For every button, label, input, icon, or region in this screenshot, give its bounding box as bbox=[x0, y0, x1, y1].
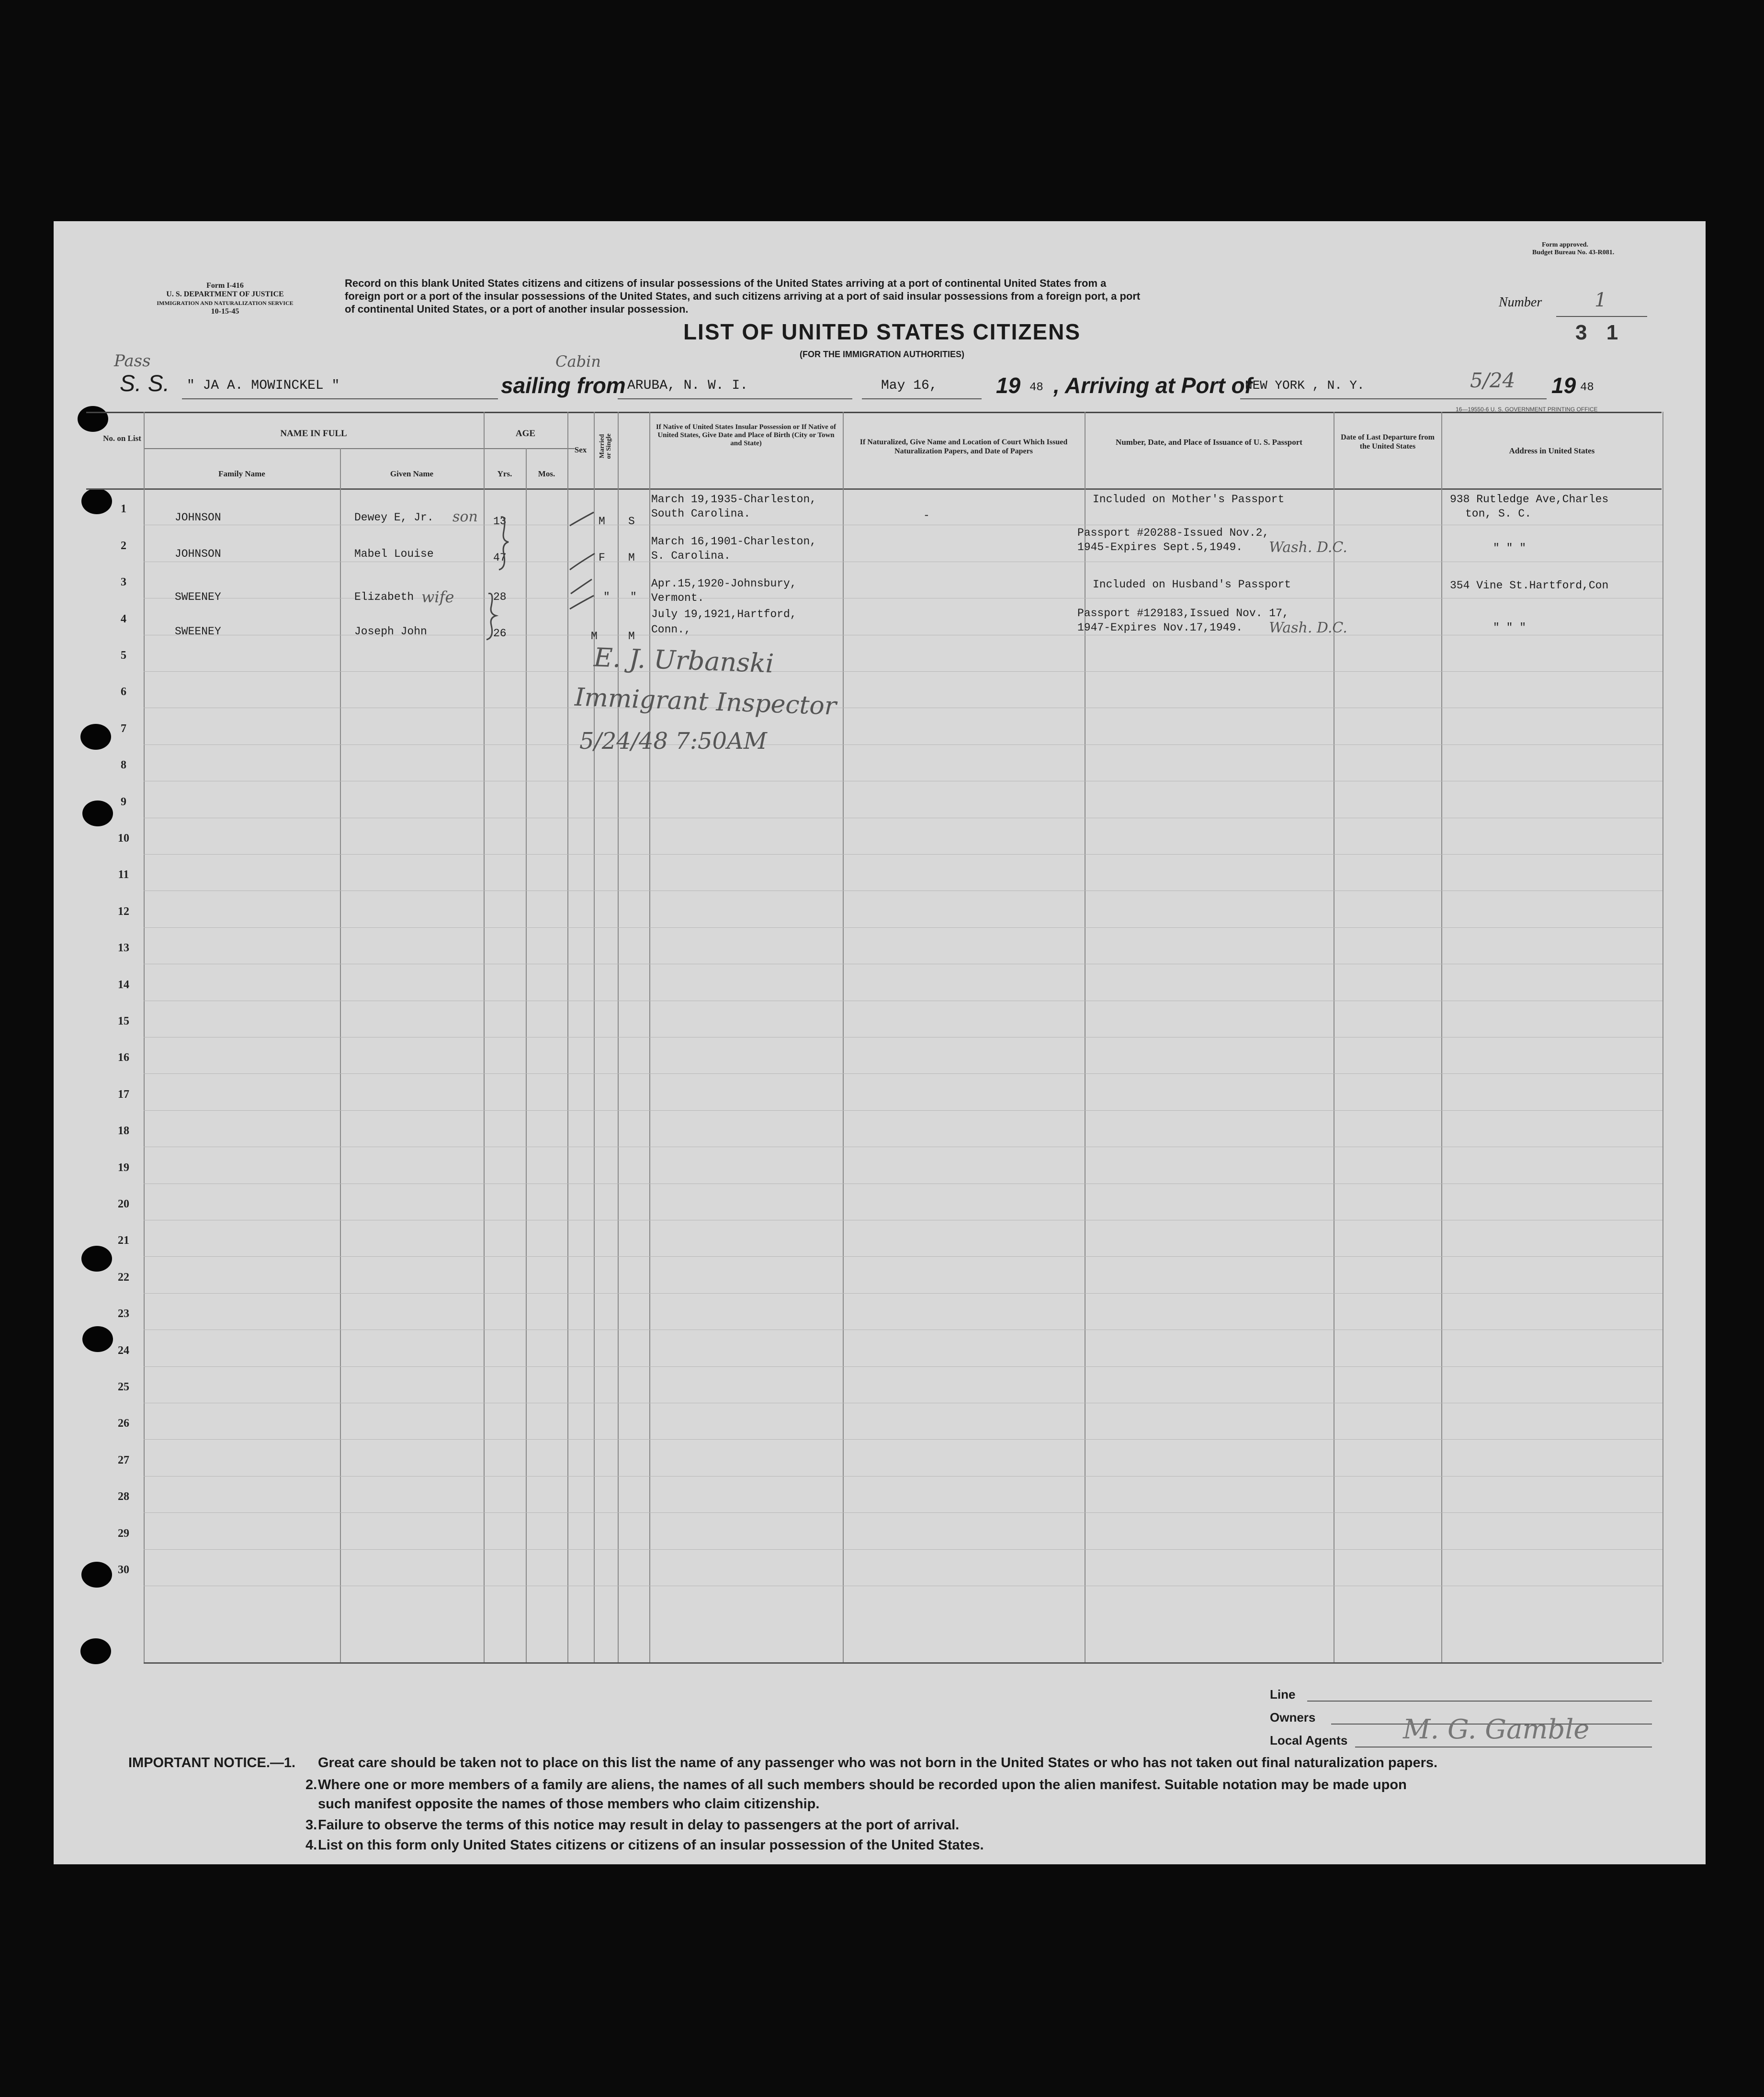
notice-heading: IMPORTANT NOTICE.—1. bbox=[128, 1755, 296, 1770]
row-number: 13 bbox=[118, 942, 129, 955]
row-number: 25 bbox=[118, 1381, 129, 1393]
family-name: SWEENEY bbox=[175, 625, 221, 638]
address-line-2: ton, S. C. bbox=[1465, 507, 1532, 520]
header-native: If Native of United States Insular Possession or If Native of United States, Give Date and Place of Birth (City or Town and State) bbox=[656, 423, 837, 447]
header-married-single: Married or Single bbox=[599, 433, 612, 459]
birth-line-1: July 19,1921,Hartford, bbox=[651, 608, 797, 620]
birth-line-2: Conn., bbox=[651, 623, 691, 636]
row-number: 8 bbox=[121, 759, 126, 772]
department-name: U. S. DEPARTMENT OF JUSTICE bbox=[166, 290, 284, 298]
row-ruling bbox=[144, 1439, 1662, 1440]
arrival-date: 5/24 bbox=[1470, 369, 1515, 392]
row-number: 27 bbox=[118, 1454, 129, 1466]
to-port: NEW YORK , N. Y. bbox=[1245, 378, 1365, 393]
check-mark bbox=[570, 512, 594, 526]
notice-item-1: Great care should be taken not to place on this list the name of any passenger who was not born in the United States or who has not taken out final naturalization papers. bbox=[318, 1755, 1438, 1770]
row-ruling bbox=[144, 671, 1662, 672]
row-ruling bbox=[144, 1110, 1662, 1111]
age-years: 47 bbox=[493, 552, 507, 564]
punch-hole bbox=[81, 1562, 112, 1588]
ss-label: S. S. bbox=[120, 371, 170, 396]
intro-line-2: foreign port or a port of the insular possessions of the United States, and such citizens arriving at a port of said insular possessions from a foreign port, a port bbox=[345, 290, 1141, 302]
row-number: 7 bbox=[121, 722, 126, 735]
row-ruling bbox=[144, 1366, 1662, 1367]
address-line-1: " " " bbox=[1493, 621, 1527, 634]
row-number: 5 bbox=[121, 649, 126, 662]
row-ruling bbox=[144, 1256, 1662, 1257]
row-number: 11 bbox=[118, 868, 129, 881]
notice-num-3: 3. bbox=[305, 1817, 317, 1833]
relation-note: wife bbox=[421, 588, 454, 606]
header-no-on-list: No. on List bbox=[103, 434, 141, 443]
page-title: LIST OF UNITED STATES CITIZENS bbox=[683, 319, 1081, 344]
arrival-year: 48 bbox=[1580, 381, 1594, 394]
owners-label: Owners bbox=[1270, 1710, 1316, 1725]
family-name: JOHNSON bbox=[175, 511, 221, 524]
handwritten-marks bbox=[0, 0, 1764, 670]
table-bottom-border bbox=[144, 1662, 1662, 1664]
married-single: M bbox=[628, 630, 635, 643]
notice-item-3: Failure to observe the terms of this notice may result in delay to passengers at the port of arrival. bbox=[318, 1817, 960, 1833]
header-name-in-full: NAME IN FULL bbox=[280, 428, 347, 439]
row-number: 23 bbox=[118, 1308, 129, 1320]
passport-place: Wash. D.C. bbox=[1269, 620, 1347, 636]
punch-hole bbox=[81, 1246, 112, 1272]
agents-signature: M. G. Gamble bbox=[1403, 1714, 1590, 1745]
passport-place: Wash. D.C. bbox=[1269, 539, 1347, 556]
married-single: " bbox=[630, 591, 637, 603]
given-name: Mabel Louise bbox=[354, 548, 434, 560]
row-number: 16 bbox=[118, 1051, 129, 1064]
row-number: 30 bbox=[118, 1564, 129, 1576]
row-number: 28 bbox=[118, 1490, 129, 1503]
pass-note: Pass bbox=[114, 351, 151, 371]
row-ruling bbox=[144, 744, 1662, 745]
approval-line-2: Budget Bureau No. 43-R081. bbox=[1532, 249, 1615, 256]
row-number: 2 bbox=[121, 539, 126, 552]
passport-line-2: 1945-Expires Sept.5,1949. bbox=[1077, 541, 1243, 553]
header-last-departure: Date of Last Departure from the United States bbox=[1341, 433, 1435, 451]
birth-line-1: March 19,1935-Charleston, bbox=[651, 493, 817, 506]
brace-mark bbox=[486, 594, 496, 640]
row-number: 20 bbox=[118, 1198, 129, 1210]
page-subtitle: (FOR THE IMMIGRATION AUTHORITIES) bbox=[800, 350, 964, 359]
row-ruling bbox=[144, 854, 1662, 855]
service-name: IMMIGRATION AND NATURALIZATION SERVICE bbox=[157, 300, 294, 306]
sail-year: 48 bbox=[1029, 381, 1043, 394]
row-number: 9 bbox=[121, 795, 126, 808]
age-years: 26 bbox=[493, 627, 507, 640]
relation-note: son bbox=[452, 508, 478, 525]
inspector-name: E. J. Urbanski bbox=[593, 642, 775, 679]
approval-line-1: Form approved. bbox=[1542, 241, 1588, 248]
intro-line-3: of continental United States, or a port of another insular possession. bbox=[345, 303, 689, 315]
row-ruling bbox=[144, 1293, 1662, 1294]
sex: M bbox=[599, 515, 605, 528]
row-number: 6 bbox=[121, 686, 126, 699]
row-ruling bbox=[144, 1549, 1662, 1550]
notice-item-2-cont: such manifest opposite the names of those members who claim citizenship. bbox=[318, 1796, 820, 1812]
header-passport: Number, Date, and Place of Issuance of U. S. Passport bbox=[1116, 438, 1302, 447]
notice-item-4: List on this form only United States citizens or citizens of an insular possession of the United States. bbox=[318, 1838, 984, 1853]
ship-name: " JA A. MOWINCKEL " bbox=[187, 378, 340, 393]
row-ruling bbox=[144, 927, 1662, 928]
punch-hole bbox=[80, 1638, 111, 1664]
inspection-timestamp: 5/24/48 7:50AM bbox=[579, 728, 767, 755]
birth-line-1: Apr.15,1920-Johnsbury, bbox=[651, 577, 797, 590]
agents-label: Local Agents bbox=[1270, 1733, 1348, 1748]
check-mark bbox=[570, 553, 595, 570]
married-single: S bbox=[628, 515, 635, 528]
header-sex: Sex bbox=[574, 445, 587, 454]
brace-mark bbox=[499, 517, 509, 570]
agents-underline bbox=[1355, 1747, 1652, 1748]
row-number: 17 bbox=[118, 1088, 129, 1101]
row-number: 24 bbox=[118, 1344, 129, 1357]
punch-hole bbox=[82, 1326, 113, 1352]
check-mark bbox=[571, 579, 592, 594]
given-name: Joseph John bbox=[354, 625, 427, 638]
row-number: 18 bbox=[118, 1125, 129, 1138]
given-name: Dewey E, Jr. bbox=[354, 511, 434, 524]
sex: M bbox=[591, 630, 598, 643]
married-single: M bbox=[628, 552, 635, 564]
family-name: JOHNSON bbox=[175, 548, 221, 560]
age-years: 13 bbox=[493, 515, 507, 528]
punch-hole bbox=[82, 800, 113, 826]
row-number: 10 bbox=[118, 832, 129, 845]
number-label: Number bbox=[1499, 295, 1542, 310]
address-line-1: " " " bbox=[1493, 542, 1527, 554]
row-number: 4 bbox=[121, 612, 126, 625]
passport-line-2: 1947-Expires Nov.17,1949. bbox=[1077, 621, 1243, 634]
sail-date: May 16, bbox=[881, 378, 938, 393]
sex: F bbox=[599, 552, 605, 564]
class-note: Cabin bbox=[555, 352, 601, 371]
header-family-name: Family Name bbox=[218, 469, 265, 478]
from-port: ARUBA, N. W. I. bbox=[627, 378, 748, 393]
intro-line-1: Record on this blank United States citizens and citizens of insular possessions of the United States arriving at a port of continental United States from a bbox=[345, 277, 1107, 289]
line-label: Line bbox=[1270, 1687, 1296, 1702]
header-yrs: Yrs. bbox=[497, 469, 512, 478]
arriving-label: , Arriving at Port of bbox=[1053, 373, 1252, 398]
notice-num-4: 4. bbox=[305, 1838, 317, 1853]
form-date: 10-15-45 bbox=[211, 307, 239, 316]
printer-code: 16—19550-6 U. S. GOVERNMENT PRINTING OFFICE bbox=[1456, 406, 1598, 413]
birth-line-2: South Carolina. bbox=[651, 507, 751, 520]
line-underline bbox=[1307, 1701, 1652, 1702]
row-ruling bbox=[144, 1476, 1662, 1477]
year-prefix: 19 bbox=[996, 373, 1021, 398]
row-ruling bbox=[144, 1512, 1662, 1513]
header-age: AGE bbox=[515, 428, 536, 439]
punch-hole bbox=[80, 724, 111, 750]
inspector-title: Immigrant Inspector bbox=[574, 683, 837, 721]
number-value: 1 bbox=[1594, 289, 1607, 311]
given-name: Elizabeth bbox=[354, 591, 414, 603]
row-number: 3 bbox=[121, 576, 126, 589]
sailing-label: sailing from bbox=[501, 373, 626, 398]
arrival-year-prefix: 19 bbox=[1551, 373, 1576, 398]
row-number: 12 bbox=[118, 905, 129, 918]
passport-line-1: Included on Mother's Passport bbox=[1093, 493, 1285, 506]
row-number: 29 bbox=[118, 1527, 129, 1540]
birth-line-1: March 16,1901-Charleston, bbox=[651, 535, 817, 548]
row-number: 26 bbox=[118, 1417, 129, 1430]
row-ruling bbox=[144, 1073, 1662, 1074]
address-line-1: 354 Vine St.Hartford,Con bbox=[1450, 579, 1609, 592]
age-years: 28 bbox=[493, 591, 507, 603]
notice-item-2: Where one or more members of a family are aliens, the names of all such members should be recorded upon the alien manifest. Suitable notation may be made upon bbox=[318, 1777, 1407, 1793]
passport-line-1: Included on Husband's Passport bbox=[1093, 578, 1291, 591]
family-name: SWEENEY bbox=[175, 591, 221, 603]
header-given-name: Given Name bbox=[390, 469, 434, 478]
birth-line-2: Vermont. bbox=[651, 592, 704, 604]
row-number: 1 bbox=[121, 503, 126, 516]
sheet-marks: 3 1 bbox=[1575, 321, 1625, 344]
notice-num-2: 2. bbox=[305, 1777, 317, 1793]
header-mos: Mos. bbox=[538, 469, 555, 478]
check-mark bbox=[570, 596, 594, 609]
row-number: 22 bbox=[118, 1271, 129, 1284]
form-number: Form I-416 bbox=[206, 282, 244, 290]
row-number: 21 bbox=[118, 1234, 129, 1247]
sex: " bbox=[603, 591, 610, 603]
passport-line-1: Passport #20288-Issued Nov.2, bbox=[1077, 527, 1269, 539]
row-number: 15 bbox=[118, 1015, 129, 1027]
address-line-1: 938 Rutledge Ave,Charles bbox=[1450, 493, 1609, 506]
birth-line-2: S. Carolina. bbox=[651, 550, 731, 562]
naturalization: - bbox=[923, 509, 930, 522]
row-number: 19 bbox=[118, 1161, 129, 1174]
row-number: 14 bbox=[118, 978, 129, 991]
header-naturalized: If Naturalized, Give Name and Location of Court Which Issued Naturalization Papers, and Date of Papers bbox=[859, 438, 1068, 455]
passport-line-1: Passport #129183,Issued Nov. 17, bbox=[1077, 607, 1289, 620]
header-address: Address in United States bbox=[1509, 446, 1595, 455]
